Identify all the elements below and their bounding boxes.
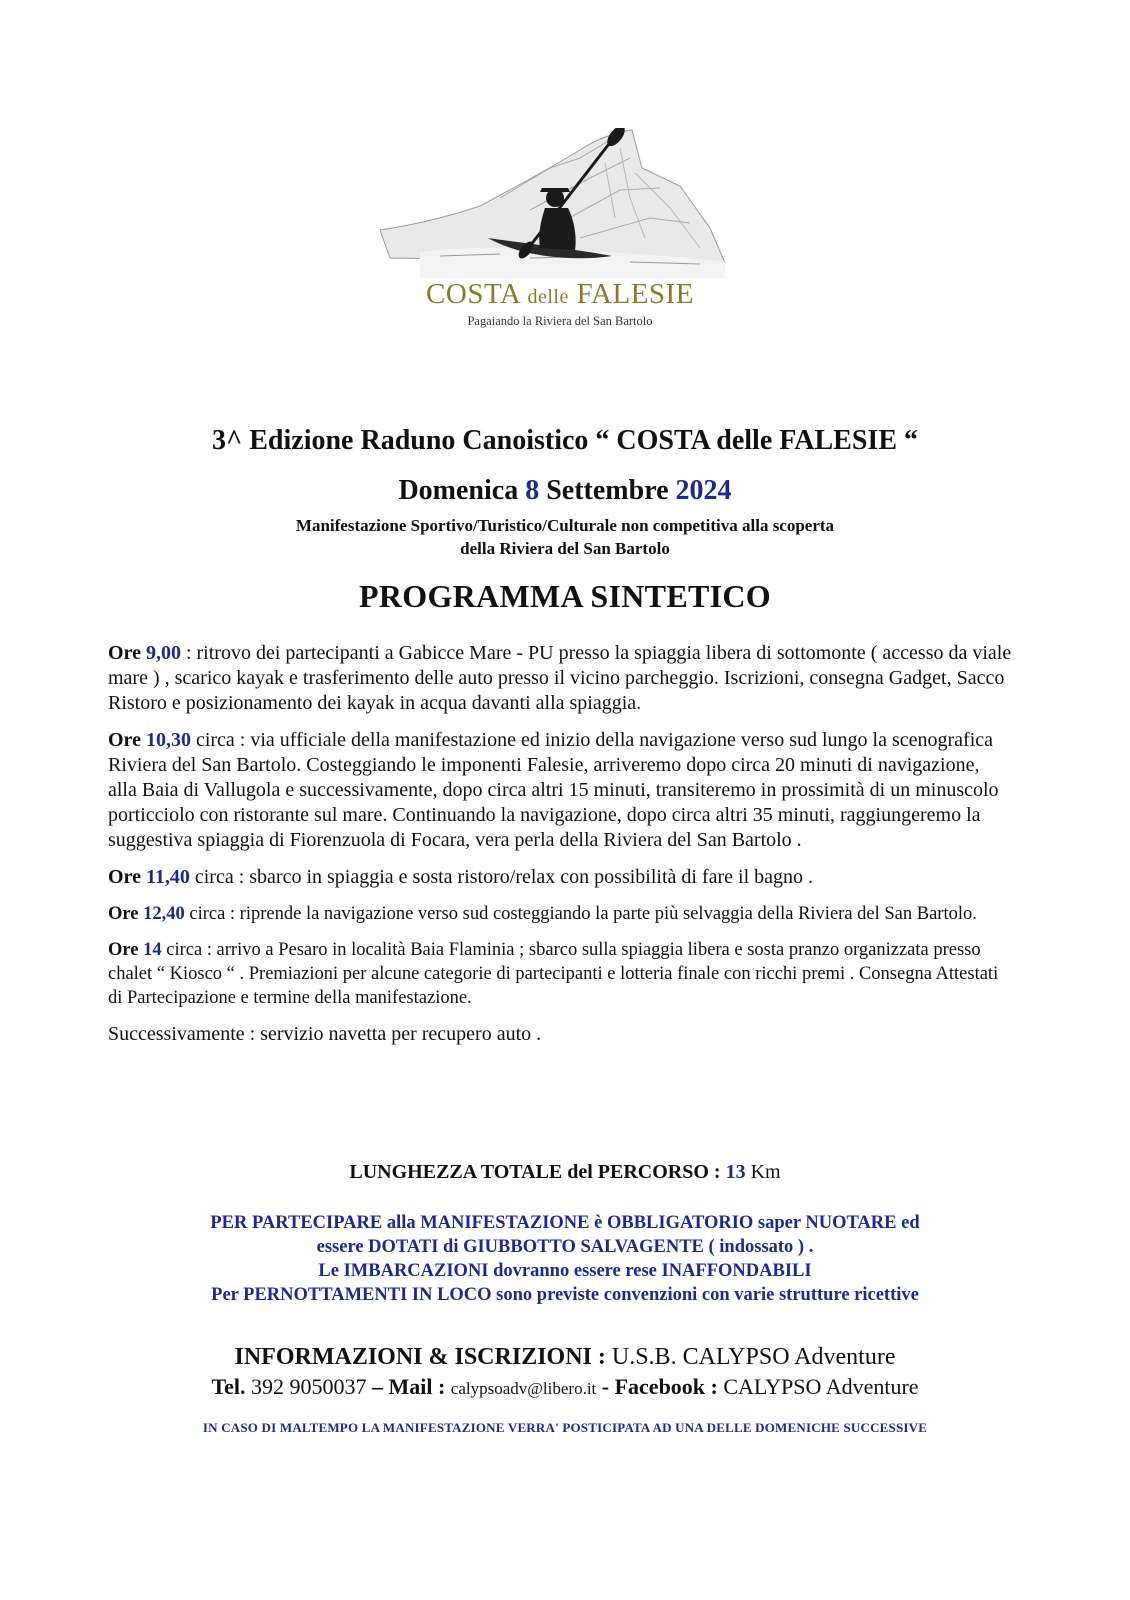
schedule-item: Ore 14 circa : arrivo a Pesaro in località Baia Flaminia ; sbarco sulla spiaggia libera e sosta pranzo organizzata presso chalet “ Kiosco “ . Premiazioni per alcune categorie di partecipanti e lotteria finale con ricchi premi . Consegna Attestati di Partecipazione e termine della manifestazione.	[108, 940, 999, 1008]
warning-line: PER PARTECIPARE alla MANIFESTAZIONE è OBBLIGATORIO saper NUOTARE ed	[210, 1213, 920, 1233]
warning-line: essere DOTATI di GIUBBOTTO SALVAGENTE ( indossato ) .	[316, 1237, 814, 1257]
route-length: LUNGHEZZA TOTALE del PERCORSO : 13 Km	[349, 1161, 781, 1183]
warning-line: Le IMBARCAZIONI dovranno essere rese INAFFONDABILI	[318, 1261, 812, 1281]
logo-name: COSTA delle FALESIE	[426, 278, 694, 310]
event-subtitle-line1: Manifestazione Sportivo/Turistico/Culturale non competitiva alla scoperta	[295, 516, 835, 535]
safety-warnings	[0, 1211, 1130, 1307]
event-title: 3^ Edizione Raduno Canoistico “ COSTA delle FALESIE “	[211, 425, 918, 456]
logo-tagline: Pagaiando la Riviera del San Bartolo	[467, 314, 653, 328]
schedule	[108, 641, 1013, 1059]
weather-notice: IN CASO DI MALTEMPO LA MANIFESTAZIONE VERRA' POSTICIPATA AD UNA DELLE DOMENICHE SUCCESSIVE	[202, 1420, 928, 1435]
email-link[interactable]: calypsoadv@libero.it	[450, 1379, 597, 1398]
kayaker-cliff-illustration	[380, 128, 730, 278]
after-note: Successivamente : servizio navetta per recupero auto .	[108, 1023, 542, 1045]
event-logo	[380, 128, 730, 338]
event-date: Domenica 8 Settembre 2024	[398, 475, 732, 506]
contacts: Tel. 392 9050037 – Mail : calypsoadv@libero.it - Facebook : CALYPSO Adventure	[211, 1374, 919, 1399]
schedule-item: Ore 9,00 : ritrovo dei partecipanti a Gabicce Mare - PU presso la spiaggia libera di sottomonte ( accesso da viale mare ) , scarico kayak e trasferimento delle auto presso il vicino parcheggio. Iscrizioni, consegna Gadget, Sacco Ristoro e posizionamento dei kayak in acqua davanti alla spiaggia.	[108, 642, 1012, 714]
schedule-item: Ore 12,40 circa : riprende la navigazione verso sud costeggiando la parte più selvaggia della Riviera del San Bartolo.	[108, 904, 977, 924]
info-heading: INFORMAZIONI & ISCRIZIONI : U.S.B. CALYPSO Adventure	[234, 1344, 896, 1370]
programma-heading: PROGRAMMA SINTETICO	[359, 578, 771, 614]
schedule-item: Ore 10,30 circa : via ufficiale della manifestazione ed inizio della navigazione verso sud lungo la scenografica Riviera del San Bartolo. Costeggiando le imponenti Falesie, arriveremo dopo circa 20 minuti di navigazione, alla Baia di Vallugola e successivamente, dopo circa altri 15 minuti, transiteremo in prossimità di un minuscolo porticciolo con ristorante sul mare. Continuando la navigazione, dopo circa altri 35 minuti, raggiungeremo la suggestiva spiaggia di Fiorenzuola di Focara, vera perla della Riviera del San Bartolo .	[108, 729, 999, 851]
warning-line: Per PERNOTTAMENTI IN LOCO sono previste convenzioni con varie strutture ricettive	[211, 1285, 919, 1305]
event-subtitle-line2: della Riviera del San Bartolo	[460, 539, 670, 558]
phone-number[interactable]: 392 9050037	[250, 1374, 367, 1399]
schedule-item: Ore 11,40 circa : sbarco in spiaggia e sosta ristoro/relax con possibilità di fare il bagno .	[108, 866, 814, 888]
facebook-link[interactable]: CALYPSO Adventure	[723, 1374, 919, 1399]
